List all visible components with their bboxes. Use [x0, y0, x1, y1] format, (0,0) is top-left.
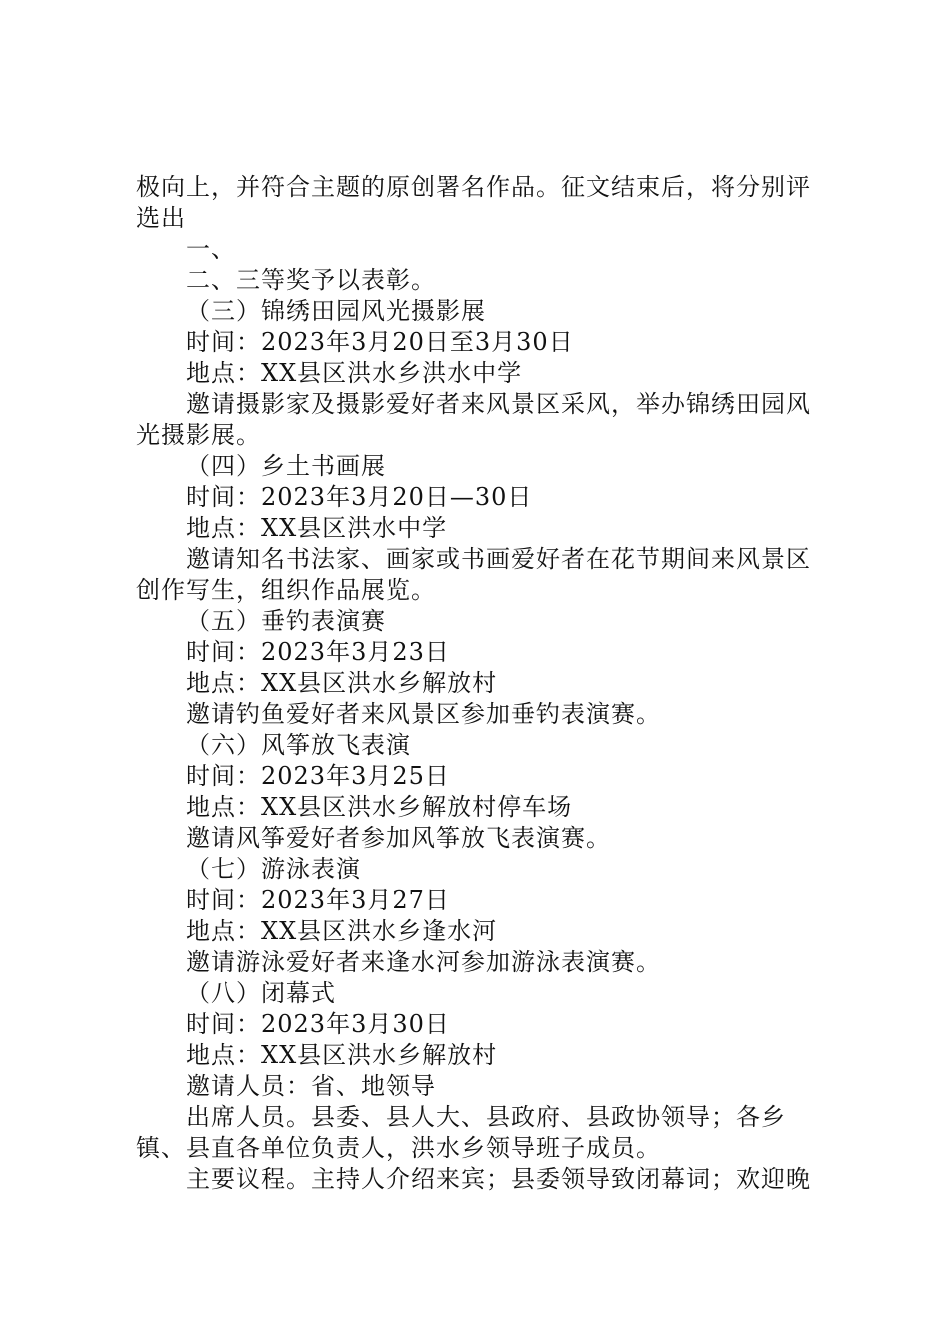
section-heading-photo-exhibition: （三）锦绣田园风光摄影展 — [186, 297, 486, 325]
section-heading-swimming-show: （七）游泳表演 — [186, 855, 361, 883]
swimming-show-location: 地点：XX县区洪水乡逢水河 — [186, 917, 498, 945]
document-body — [136, 172, 826, 1195]
closing-ceremony-location: 地点：XX县区洪水乡解放村 — [186, 1041, 498, 1069]
section-heading-calligraphy-exhibition: （四）乡土书画展 — [186, 452, 386, 480]
closing-ceremony-agenda: 主要议程。主持人介绍来宾；县委领导致闭幕词；欢迎晚 — [186, 1165, 811, 1193]
kite-show-location: 地点：XX县区洪水乡解放村停车场 — [186, 793, 573, 821]
fishing-contest-location: 地点：XX县区洪水乡解放村 — [186, 669, 498, 697]
paragraph-continuation: 极向上，并符合主题的原创署名作品。征文结束后，将分别评选出 — [136, 173, 811, 232]
photo-exhibition-time: 时间：2023年3月20日至3月30日 — [186, 328, 574, 356]
section-heading-closing-ceremony: （八）闭幕式 — [186, 979, 336, 1007]
closing-ceremony-attendees: 出席人员。县委、县人大、县政府、县政协领导；各乡镇、县直各单位负责人，洪水乡领导班子成员。 — [136, 1103, 786, 1162]
section-heading-fishing-contest: （五）垂钓表演赛 — [186, 607, 386, 635]
list-item-one: 一、 — [186, 235, 236, 263]
fishing-contest-time: 时间：2023年3月23日 — [186, 638, 450, 666]
photo-exhibition-location: 地点：XX县区洪水乡洪水中学 — [186, 359, 523, 387]
closing-ceremony-invitees: 邀请人员：省、地领导 — [186, 1072, 436, 1100]
calligraphy-exhibition-time: 时间：2023年3月20日—30日 — [186, 483, 533, 511]
calligraphy-exhibition-location: 地点：XX县区洪水中学 — [186, 514, 448, 542]
swimming-show-description: 邀请游泳爱好者来逢水河参加游泳表演赛。 — [186, 948, 661, 976]
closing-ceremony-time: 时间：2023年3月30日 — [186, 1010, 450, 1038]
paragraph-awards: 二、三等奖予以表彰。 — [186, 266, 436, 294]
calligraphy-exhibition-description: 邀请知名书法家、画家或书画爱好者在花节期间来风景区创作写生，组织作品展览。 — [136, 545, 811, 604]
photo-exhibition-description: 邀请摄影家及摄影爱好者来风景区采风，举办锦绣田园风光摄影展。 — [136, 390, 811, 449]
fishing-contest-description: 邀请钓鱼爱好者来风景区参加垂钓表演赛。 — [186, 700, 661, 728]
section-heading-kite-show: （六）风筝放飞表演 — [186, 731, 411, 759]
swimming-show-time: 时间：2023年3月27日 — [186, 886, 450, 914]
kite-show-description: 邀请风筝爱好者参加风筝放飞表演赛。 — [186, 824, 611, 852]
kite-show-time: 时间：2023年3月25日 — [186, 762, 450, 790]
